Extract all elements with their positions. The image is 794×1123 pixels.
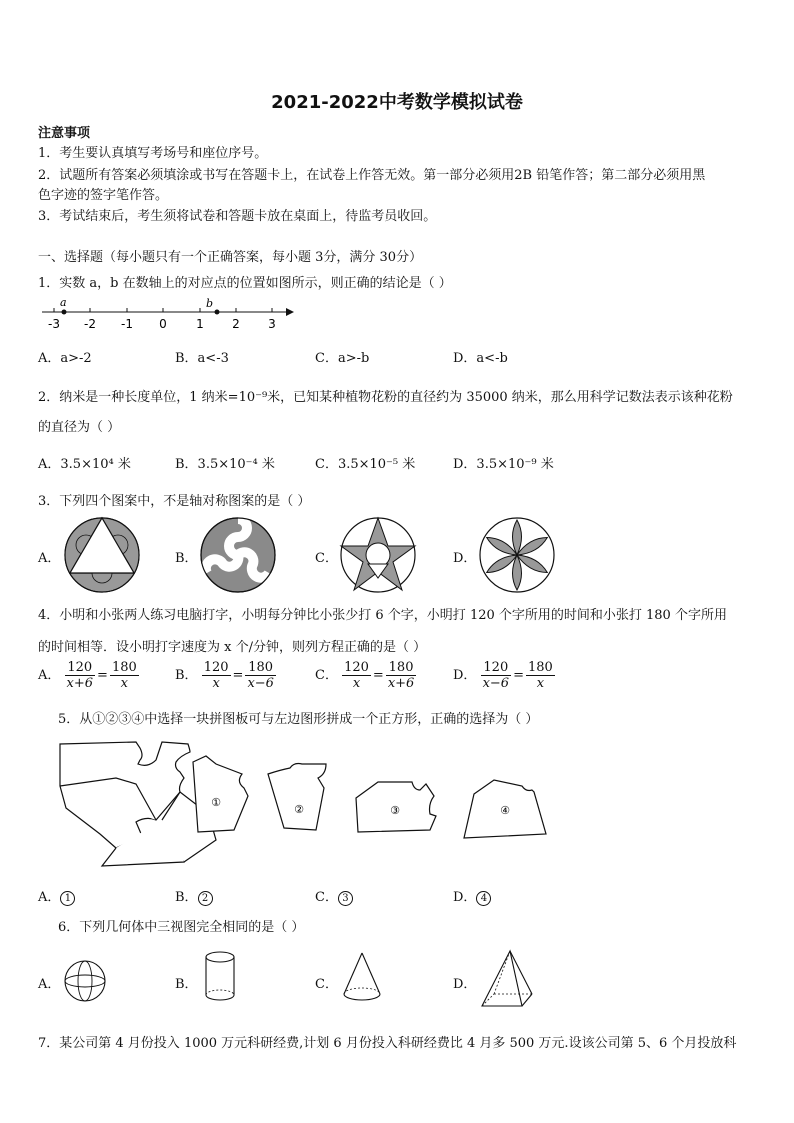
q5-option-b[interactable]: B． 2 bbox=[175, 886, 213, 906]
q6-option-b[interactable]: B． bbox=[175, 977, 198, 992]
svg-text:b: b bbox=[206, 297, 214, 310]
q2-stem-cont: 的直径为（ ） bbox=[38, 420, 121, 435]
q5-option-d[interactable]: D． 4 bbox=[453, 886, 491, 906]
q5-figure bbox=[56, 738, 546, 870]
q1-option-d[interactable]: D．a<-b bbox=[453, 351, 508, 366]
q2-option-b[interactable]: B．3.5×10⁻⁴ 米 bbox=[175, 457, 275, 472]
number-line bbox=[40, 298, 300, 334]
q4-option-a[interactable]: A． $\frac{120}{x+6}$ = $\frac{180}{x}$ bbox=[38, 660, 137, 691]
pyramid-figure bbox=[478, 948, 536, 1012]
svg-text:④: ④ bbox=[500, 804, 510, 817]
q3-figure-c bbox=[339, 516, 417, 594]
svg-text:2: 2 bbox=[232, 317, 240, 331]
q3-figure-a bbox=[63, 516, 141, 594]
notice-line: 1．考生要认真填写考场号和座位序号。 bbox=[38, 146, 268, 161]
q3-stem: 3．下列四个图案中，不是轴对称图案的是（ ） bbox=[38, 494, 311, 509]
q5-stem: 5．从①②③④中选择一块拼图板可与左边图形拼成一个正方形，正确的选择为（ ） bbox=[58, 712, 539, 727]
svg-text:①: ① bbox=[211, 796, 221, 809]
q3-option-d[interactable]: D． bbox=[453, 551, 477, 566]
section-heading: 一、选择题（每小题只有一个正确答案，每小题 3分，满分 30分） bbox=[38, 250, 423, 265]
notice-heading: 注意事项 bbox=[38, 126, 91, 141]
notice-line: 色字迹的签字笔作答。 bbox=[38, 188, 169, 203]
svg-text:1: 1 bbox=[196, 317, 204, 331]
q4-stem-cont: 的时间相等．设小明打字速度为 x 个/分钟，则列方程正确的是（ ） bbox=[38, 640, 427, 655]
svg-text:-3: -3 bbox=[48, 317, 60, 331]
notice-line: 3．考试结束后，考生须将试卷和答题卡放在桌面上，待监考员收回。 bbox=[38, 209, 437, 224]
q3-option-a[interactable]: A． bbox=[38, 551, 61, 566]
q4-option-b[interactable]: B． $\frac{120}{x}$ = $\frac{180}{x-6}$ bbox=[175, 660, 274, 691]
point-a bbox=[62, 310, 67, 315]
svg-text:0: 0 bbox=[159, 317, 167, 331]
q6-option-c[interactable]: C． bbox=[315, 977, 338, 992]
q3-figure-b bbox=[199, 516, 277, 594]
q3-figure-d bbox=[478, 516, 556, 594]
q6-option-d[interactable]: D． bbox=[453, 977, 477, 992]
svg-text:-1: -1 bbox=[121, 317, 133, 331]
q2-option-a[interactable]: A．3.5×10⁴ 米 bbox=[38, 457, 131, 472]
svg-text:②: ② bbox=[294, 803, 304, 816]
q4-stem: 4．小明和小张两人练习电脑打字，小明每分钟比小张少打 6 个字，小明打 120 个字所用的时间和小张打 180 个字所用 bbox=[38, 608, 727, 623]
q1-option-b[interactable]: B．a<-3 bbox=[175, 351, 229, 366]
cone-figure bbox=[340, 950, 384, 1006]
page-title: 2021-2022中考数学模拟试卷 bbox=[271, 92, 523, 113]
q5-option-a[interactable]: A． 1 bbox=[38, 886, 75, 906]
q2-option-c[interactable]: C．3.5×10⁻⁵ 米 bbox=[315, 457, 416, 472]
svg-text:a: a bbox=[60, 296, 67, 309]
q1-option-a[interactable]: A．a>-2 bbox=[38, 351, 92, 366]
svg-text:③: ③ bbox=[390, 804, 400, 817]
point-b bbox=[215, 310, 220, 315]
q1-option-c[interactable]: C．a>-b bbox=[315, 351, 370, 366]
sphere-figure bbox=[62, 958, 108, 1004]
q2-stem: 2．纳米是一种长度单位，1 纳米=10⁻⁹米，已知某种植物花粉的直径约为 35000 纳米，那么用科学记数法表示该种花粉 bbox=[38, 390, 733, 405]
q2-option-d[interactable]: D．3.5×10⁻⁹ 米 bbox=[453, 457, 554, 472]
q5-option-c[interactable]: C． 3 bbox=[315, 886, 353, 906]
cylinder-figure bbox=[202, 950, 242, 1006]
q1-stem: 1．实数 a，b 在数轴上的对应点的位置如图所示，则正确的结论是（ ） bbox=[38, 276, 452, 291]
q4-option-c[interactable]: C． $\frac{120}{x}$ = $\frac{180}{x+6}$ bbox=[315, 660, 415, 691]
q7-stem: 7．某公司第 4 月份投入 1000 万元科研经费,计划 6 月份投入科研经费比 4 月多 500 万元.设该公司第 5、6 个月投放科 bbox=[38, 1036, 737, 1051]
q6-stem: 6．下列几何体中三视图完全相同的是（ ） bbox=[58, 920, 305, 935]
svg-text:3: 3 bbox=[268, 317, 276, 331]
q3-option-b[interactable]: B． bbox=[175, 551, 198, 566]
q3-option-c[interactable]: C． bbox=[315, 551, 338, 566]
svg-text:-2: -2 bbox=[84, 317, 96, 331]
q4-option-d[interactable]: D． $\frac{120}{x-6}$ = $\frac{180}{x}$ bbox=[453, 660, 553, 691]
q6-option-a[interactable]: A． bbox=[38, 977, 61, 992]
notice-line: 2．试题所有答案必须填涂或书写在答题卡上，在试卷上作答无效。第一部分必须用2B 铅笔作答；第二部分必须用黑 bbox=[38, 168, 706, 183]
